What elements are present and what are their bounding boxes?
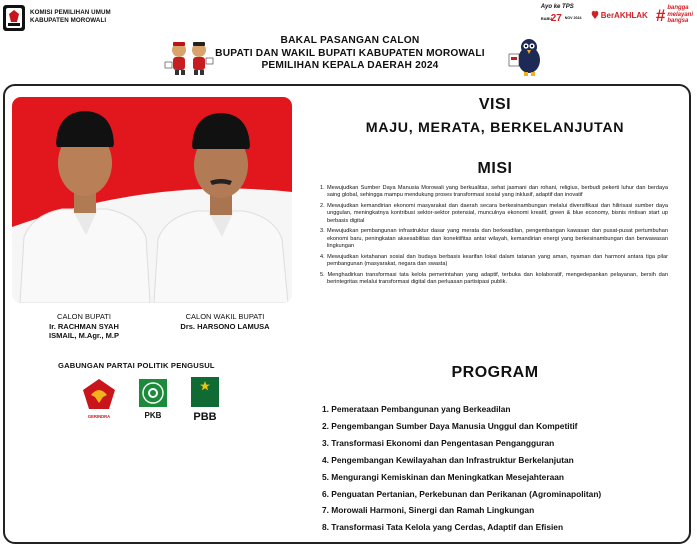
bupati-name-2: ISMAIL, M.Agr., M.P — [48, 331, 119, 341]
header-badges — [539, 4, 693, 26]
program-item: 1. Pemerataan Pembangunan yang Berkeadilan — [322, 404, 511, 414]
bangga-text — [667, 5, 693, 25]
bangga-line-3: bangsa — [667, 18, 689, 25]
bupati-caption — [24, 312, 144, 341]
pkb-label: PKB — [144, 411, 162, 420]
misi-item: 2. Mewujudkan kemandirian ekonomi masyarakat dan daerah secara berkesinambungan melalui diversifikasi dan hilirisasi sumber daya unggulan, meningkatnya kontribusi sektor-sektor potensial, munculnya ekonomi kreatif, green & blue economy, bisnis rintisan start up berbasis digital — [320, 203, 668, 224]
visi-heading: VISI — [478, 96, 512, 113]
berakhlak-heart-icon — [591, 10, 599, 20]
misi-item: 4. Mewujudkan ketahanan sosial dan budaya berbasis kearifan lokal dalam tatanan yang aman, nyaman dan harmoni antara tiga pilar pembangunan (masyarakat, negara dan swasta) — [320, 253, 668, 268]
misi-item: 1. Mewujudkan Sumber Daya Manusia Morowali yang berkualitas, sehat jasmani dan rohani, religius, berbudi pekerti luhur dan berdaya saing global, sehingga mampu mendukung proses transformasi sosial yang inklusif, adaptif dan inovatif — [320, 185, 668, 199]
bupati-name-1: Ir. RACHMAN SYAH — [49, 321, 119, 331]
date-text: 27 — [550, 13, 562, 24]
title-line-3: PEMILIHAN KEPALA DAERAH 2024 — [261, 60, 439, 71]
gerindra-label: GERINDRA — [87, 414, 111, 419]
header-title — [160, 35, 540, 73]
mascot-bird-icon — [507, 36, 547, 78]
bangga-line-2: melayani — [667, 11, 693, 18]
title-line-1: BAKAL PASANGAN CALON — [280, 35, 420, 46]
pkb-logo-icon — [136, 377, 170, 421]
org-line-2: KABUPATEN MOROWALI — [30, 17, 107, 24]
misi-item: 5. Menghadirkan transformasi tata kelola pemerintahan yang adaptif, terbuka dan kolaboratif, mengedepankan pelayanan, bersih dan berintegritas melalui transformasi digital dan perluasan partisipasi publik. — [320, 271, 668, 286]
parties-title: GABUNGAN PARTAI POLITIK PENGUSUL — [58, 361, 215, 370]
ayo-tps-badge — [539, 4, 583, 26]
bupati-role: CALON BUPATI — [57, 312, 111, 321]
wakil-role: CALON WAKIL BUPATI — [185, 312, 265, 321]
program-item: 7. Morowali Harmoni, Sinergi dan Ramah Lingkungan — [322, 505, 535, 516]
program-item: 5. Mengurangi Kemiskinan dan Meningkatkan Mesejahteraan — [322, 471, 565, 482]
kpu-org-name — [30, 9, 111, 25]
bangga-line-1: bangga — [667, 5, 689, 12]
berakhlak-logo — [591, 10, 648, 20]
ayo-tps-text: Ayo ke TPS — [540, 4, 574, 10]
program-item: 2. Pengembangan Sumber Daya Manusia Unggul dan Kompetitif — [322, 420, 578, 431]
pbb-label: PBB — [193, 411, 217, 423]
program-item: 4. Pengembangan Kewilayahan dan Infrastruktur Berkelanjutan — [322, 454, 574, 465]
gerindra-logo-icon — [81, 377, 117, 421]
program-heading: PROGRAM — [451, 364, 539, 381]
pbb-logo-icon — [188, 377, 222, 423]
misi-item: 3. Mewujudkan pembangunan infrastruktur dasar yang merata dan berkeadilan, pengembangan kawasan dan pusat-pusat pertumbuhan ekonomi baru, peningkatan aksesabilitas dan konektifitas antar wilayah, kemandirian energi yang berkesinambungan dan berwawasan lingkungan — [320, 228, 668, 250]
bangga-melayani-logo — [656, 5, 693, 25]
program-list — [322, 401, 601, 536]
rabu-text: RABU — [540, 16, 553, 21]
program-item: 3. Transformasi Ekonomi dan Pengentasan Pengangguran — [322, 437, 555, 448]
candidate-photo — [12, 97, 292, 303]
kpu-logo-icon — [2, 4, 26, 32]
hash-icon: # — [655, 5, 666, 25]
berakhlak-text: BerAKHLAK — [600, 10, 648, 20]
wakil-caption — [160, 312, 290, 331]
wakil-name: Drs. HARSONO LAMUSA — [180, 321, 270, 331]
visi-text: MAJU, MERATA, BERKELANJUTAN — [365, 120, 625, 136]
misi-heading: MISI — [477, 160, 513, 177]
month-text: NOV 2024 — [564, 16, 582, 20]
program-item: 6. Penguatan Pertanian, Perkebunan dan Perikanan (Agrominapolitan) — [322, 488, 602, 499]
misi-list — [320, 185, 668, 290]
program-item: 8. Transformasi Tata Kelola yang Cerdas, Adaptif dan Efisien — [322, 522, 564, 533]
title-line-2: BUPATI DAN WAKIL BUPATI KABUPATEN MOROWALI — [215, 47, 485, 59]
org-line-1: KOMISI PEMILIHAN UMUM — [30, 9, 111, 16]
